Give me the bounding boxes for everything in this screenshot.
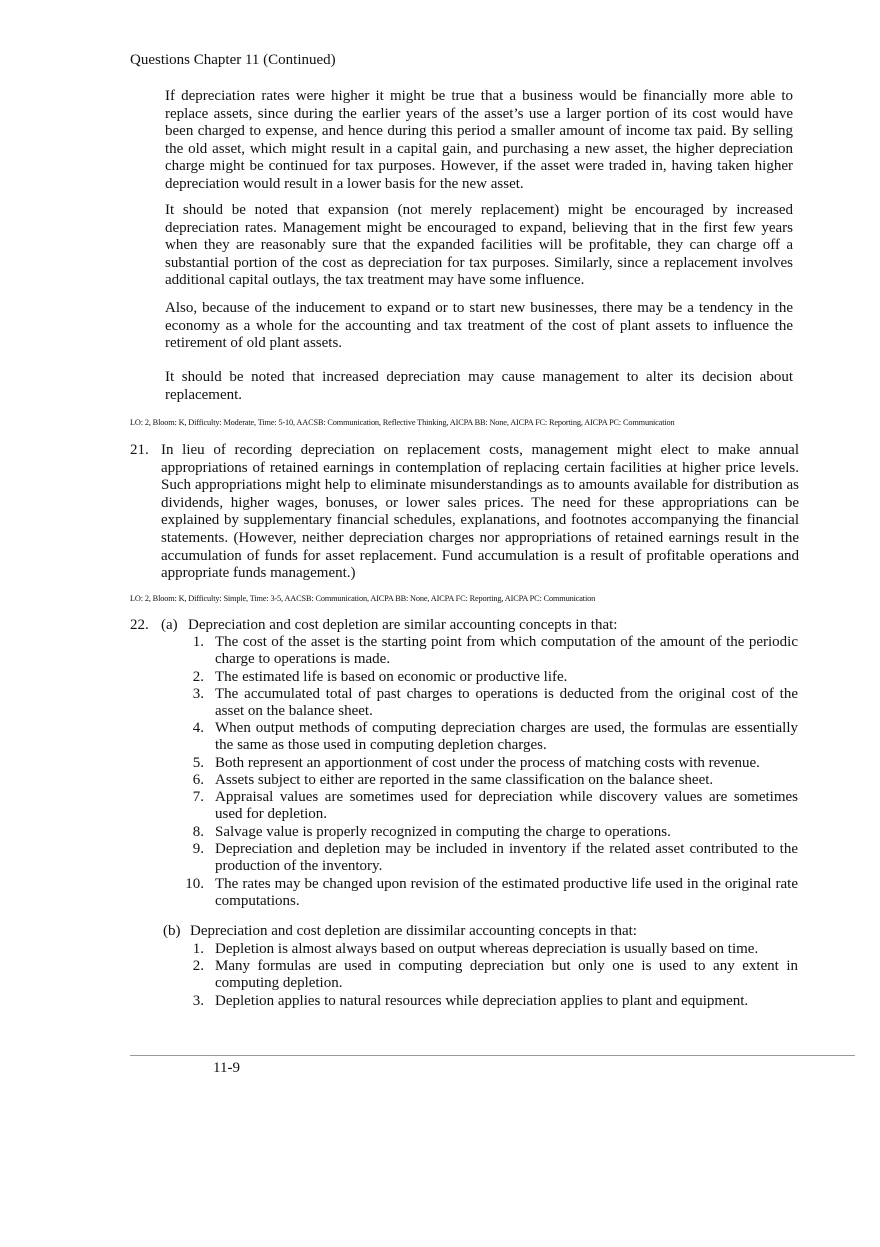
learning-objective-tag: LO: 2, Bloom: K, Difficulty: Simple, Time: 3-5, AACSB: Communication, AICPA BB: None, AICPA FC: Reporting, AICPA PC: Communication [130, 594, 596, 603]
question-number: 21. [130, 442, 149, 458]
list-item-text: Depletion is almost always based on output whereas depreciation is usually based on time. [215, 941, 759, 957]
list-item-number: 9. [192, 841, 204, 857]
subpart-label-b: (b) [163, 923, 181, 939]
paragraph-2: It should be noted that expansion (not merely replacement) might be encouraged by increased depreciation rates. Management might be encouraged to expand, believing that in the first few years when they are reasonably sure that the expanded facilities will be profitable, they can charge off a substantial portion of the cost as depreciation for tax purposes. Similarly, since a replacement involves additional capital outlays, the tax treatment may have some influence. [165, 202, 793, 289]
list-item-text: The accumulated total of past charges to operations is deducted from the original cost of the asset on the balance sheet. [215, 686, 798, 720]
list-item-text: Assets subject to either are reported in the same classification on the balance sheet. [215, 772, 714, 788]
list-item-number: 10. [185, 876, 204, 892]
list-item-text: The estimated life is based on economic or productive life. [215, 669, 568, 685]
page-header: Questions Chapter 11 (Continued) [130, 52, 336, 68]
list-item-number: 2. [192, 958, 204, 974]
page-number: 11-9 [213, 1060, 240, 1076]
list-item-number: 4. [192, 720, 204, 736]
list-item-text: When output methods of computing depreciation charges are used, the formulas are essentially the same as those used in computing depletion charges. [215, 720, 798, 754]
question-21-text [161, 442, 799, 583]
list-item-number: 3. [192, 993, 204, 1009]
list-item-text: Salvage value is properly recognized in computing the charge to operations. [215, 824, 671, 840]
list-item-text: The cost of the asset is the starting point from which computation of the amount of the periodic charge to operations is made. [215, 634, 798, 668]
subpart-label-a: (a) [161, 617, 178, 633]
list-item-number: 6. [192, 772, 204, 788]
list-item-text: The rates may be changed upon revision of the estimated productive life used in the original rate computations. [215, 876, 798, 910]
footer-divider [130, 1055, 855, 1056]
paragraph-4: It should be noted that increased depreciation may cause management to alter its decision about replacement. [165, 369, 793, 403]
question-21-body: In lieu of recording depreciation on replacement costs, management might elect to make annual appropriations of retained earnings in contemplation of replacing certain facilities at higher price levels. Such appropriations might help to eliminate misunderstandings as to amounts available for distribution as dividends, higher wages, bonuses, or lower sales prices. The need for these appropriations can be explained by supplementary financial schedules, explanations, and footnotes accompanying the financial statements. (However, neither depreciation charges nor appropriations of retained earnings result in the accumulation of funds for asset replacement. Fund accumulation is a result of profitable operations and appropriate funds management.) [161, 442, 799, 582]
list-item-text: Many formulas are used in computing depreciation but only one is used to any extent in computing depletion. [215, 958, 798, 992]
list-item-number: 3. [192, 686, 204, 702]
list-item-number: 7. [192, 789, 204, 805]
subpart-b-intro: Depreciation and cost depletion are dissimilar accounting concepts in that: [190, 923, 637, 939]
list-item-number: 1. [192, 941, 204, 957]
paragraph-3: Also, because of the inducement to expand or to start new businesses, there may be a tendency in the economy as a whole for the accounting and tax treatment of the cost of plant assets to influence the retirement of old plant assets. [165, 300, 793, 352]
paragraph-1: If depreciation rates were higher it might be true that a business would be financially more able to replace assets, since during the earlier years of the asset’s use a larger portion of its cost would have been charged to expense, and hence during this period a smaller amount of income tax paid. By selling the old asset, which might result in a capital gain, and purchasing a new asset, the higher depreciation charge might be continued for tax purposes. However, if the asset were traded in, having taken higher depreciation would result in a lower basis for the new asset. [165, 88, 793, 192]
list-item-text: Appraisal values are sometimes used for depreciation while discovery values are sometimes used for depletion. [215, 789, 798, 823]
list-item-text: Depreciation and depletion may be included in inventory if the related asset contributed to the production of the inventory. [215, 841, 798, 875]
question-number: 22. [130, 617, 149, 633]
list-item-number: 1. [192, 634, 204, 650]
list-item-number: 5. [192, 755, 204, 771]
list-item-number: 8. [192, 824, 204, 840]
subpart-a-intro: Depreciation and cost depletion are similar accounting concepts in that: [188, 617, 618, 633]
learning-objective-tag: LO: 2, Bloom: K, Difficulty: Moderate, Time: 5-10, AACSB: Communication, Reflective Thinking, AICPA BB: None, AICPA FC: Reporting, AICPA PC: Communication [130, 418, 675, 427]
list-item-text: Both represent an apportionment of cost under the process of matching costs with revenue. [215, 755, 760, 771]
list-item-number: 2. [192, 669, 204, 685]
list-item-text: Depletion applies to natural resources while depreciation applies to plant and equipment. [215, 993, 749, 1009]
